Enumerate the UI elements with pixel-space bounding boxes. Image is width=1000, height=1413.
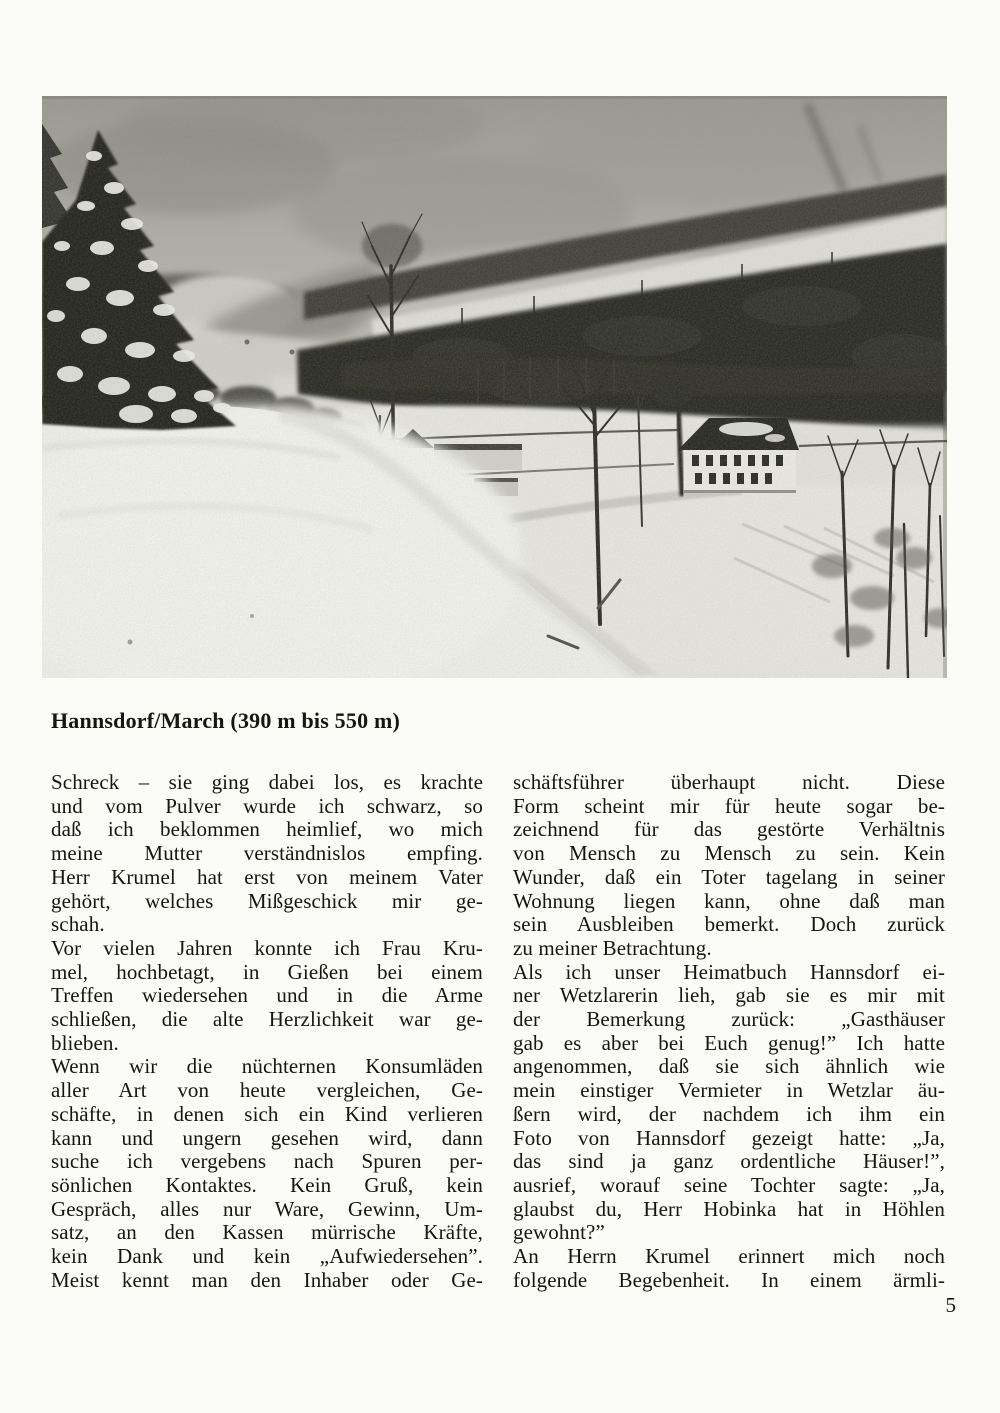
text-line: Wunder, daß ein Toter tagelang in seiner [513, 864, 945, 889]
text-line: Als ich unser Heimatbuch Hannsdorf ei- [513, 959, 945, 984]
text-line: Form scheint mir für heute sogar be- [513, 793, 945, 818]
text-line: gehört, welches Mißgeschick mir ge- [51, 888, 483, 913]
text-line: Vor vielen Jahren konnte ich Frau Kru- [51, 935, 483, 960]
text-line: angenommen, daß sie sich ähnlich wie [513, 1054, 945, 1079]
text-line: und vom Pulver wurde ich schwarz, so [51, 793, 483, 818]
text-line: glaubst du, Herr Hobinka hat in Höhlen [513, 1196, 945, 1221]
text-line: folgende Begebenheit. In einem ärmli- [513, 1267, 945, 1292]
film-grain-overlay [42, 96, 947, 678]
text-line: Schreck – sie ging dabei los, es krachte [51, 770, 483, 794]
page-number: 5 [945, 1293, 956, 1317]
photo-caption: Hannsdorf/March (390 m bis 550 m) [51, 708, 401, 733]
text-line: mel, hochbetagt, in Gießen bei einem [51, 959, 483, 984]
text-line: aller Art von heute vergleichen, Ge- [51, 1078, 483, 1103]
text-line: gewohnt?” [513, 1220, 605, 1245]
text-line: satz, an den Kassen mürrische Kräfte, [51, 1220, 483, 1245]
text-line: schäftsführer überhaupt nicht. Diese [513, 770, 945, 794]
text-line: suche ich vergebens nach Spuren per- [51, 1149, 483, 1174]
text-line: meine Mutter verständnislos empfing. [51, 841, 483, 866]
text-line: schließen, die alte Herzlichkeit war ge- [51, 1007, 483, 1032]
text-line: der Bemerkung zurück: „Gasthäuser [513, 1007, 945, 1032]
text-column-right [513, 771, 945, 1292]
text-line: Treffen wiedersehen und in die Arme [51, 983, 483, 1008]
text-line: zeichnend für das gestörte Verhältnis [513, 817, 945, 842]
text-line: Herr Krumel hat erst von meinem Vater [51, 864, 483, 889]
text-line: Wenn wir die nüchternen Konsumläden [51, 1054, 483, 1079]
text-line: Foto von Hannsdorf gezeigt hatte: „Ja, [513, 1125, 945, 1150]
text-line: sein Ausbleiben bemerkt. Doch zurück [513, 912, 945, 937]
text-line: Meist kennt man den Inhaber oder Ge- [51, 1267, 483, 1292]
text-line: gab es aber bei Euch genug!” Ich hatte [513, 1030, 945, 1055]
text-line: von Mensch zu Mensch zu sein. Kein [513, 841, 945, 866]
text-line: sönlichen Kontaktes. Kein Gruß, kein [51, 1172, 483, 1197]
text-line: mein einstiger Vermieter in Wetzlar äu- [513, 1078, 945, 1103]
text-line: An Herrn Krumel erinnert mich noch [513, 1244, 945, 1269]
text-line: kann und ungern gesehen wird, dann [51, 1125, 483, 1150]
text-line: daß ich beklommen heimlief, wo mich [51, 817, 483, 842]
text-column-left [51, 771, 483, 1292]
text-line: blieben. [51, 1030, 119, 1055]
text-line: das sind ja ganz ordentliche Häuser!”, [513, 1149, 945, 1174]
text-line: zu meiner Betrachtung. [513, 935, 712, 960]
photo-hannsdorf-winter [42, 96, 947, 678]
text-line: schah. [51, 912, 105, 937]
text-line: kein Dank und kein „Aufwiedersehen”. [51, 1244, 483, 1269]
text-line: ausrief, worauf seine Tochter sagte: „Ja, [513, 1172, 945, 1197]
text-line: ner Wetzlarerin lieh, gab sie es mir mit [513, 983, 945, 1008]
text-line: Wohnung liegen kann, ohne daß man [513, 888, 945, 913]
text-line: ßern wird, der nachdem ich ihm ein [513, 1101, 945, 1126]
text-line: schäfte, in denen sich ein Kind verlieren [51, 1101, 483, 1126]
text-line: Gespräch, alles nur Ware, Gewinn, Um- [51, 1196, 483, 1221]
photo-canvas [42, 96, 947, 678]
